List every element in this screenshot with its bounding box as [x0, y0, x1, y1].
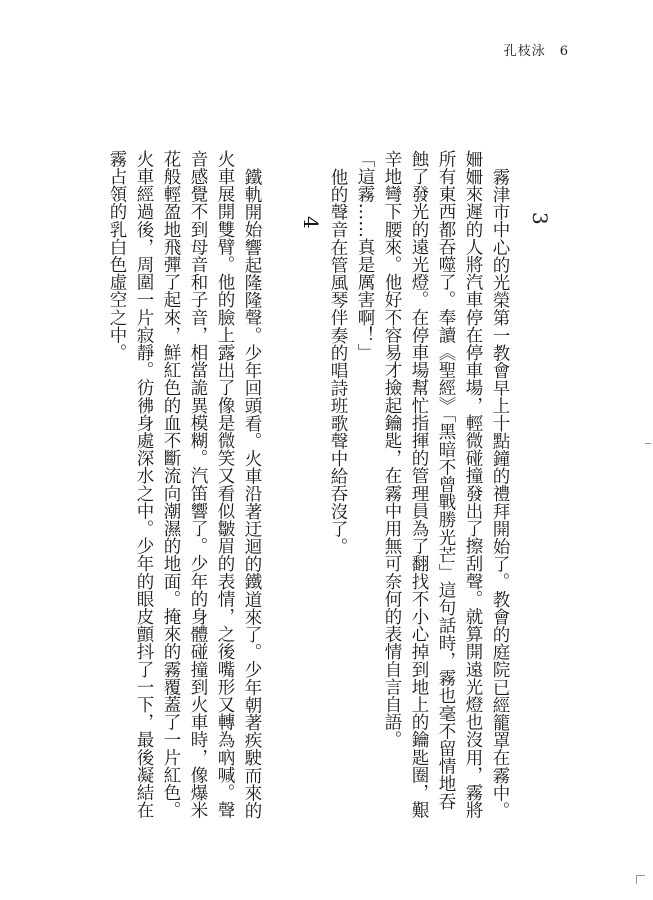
paragraph: 霧津市中心的光榮第一教會早上十點鐘的禮拜開始了。教會的庭院已經籠罩在霧中。姍姍來遲的人將汽車停在停車場，輕微碰撞發出了擦刮聲。就算開遠光燈也沒用，霧將所有東西都吞噬了。奉讀《聖經》「黑暗不曾戰勝光芒」這句話時，霧也毫不留情地吞蝕了發光的遠光燈。在停車場幫忙指揮的管理員為了翻找不小心掉到地上的鑰匙圈，艱辛地彎下腰來。他好不容易才撿起鑰匙，在霧中用無可奈何的表情自言自語。	[382, 150, 510, 819]
paragraph: 他的聲音在管風琴伴奏的唱詩班歌聲中給吞沒了。	[328, 167, 348, 555]
dialogue-line: 「這霧……真是厲害啊！」	[355, 150, 375, 362]
running-header	[504, 40, 569, 59]
crop-mark	[645, 443, 651, 444]
author-name: 孔枝泳	[503, 44, 546, 59]
page-number: 6	[559, 44, 569, 59]
paragraph: 鐵軌開始響起隆隆聲。少年回頭看。火車沿著迂迴的鐵道來了。少年朝著疾駛而來的火車展開雙臂。他的臉上露出了像是微笑又看似皺眉的表情，之後嘴形又轉為吶喊。聲音感覺不到母音和子音，相當詭異模糊。汽笛響了。少年的身體碰撞到火車時，像爆米花般輕盈地飛彈了起來，鮮紅色的血不斷流向潮濕的地面。掩來的霧覆蓋了一片紅色。火車經過後，周圍一片寂靜。彷彿身處深水之中。少年的眼皮顫抖了一下，最後凝結在霧占領的乳白色虛空之中。	[107, 150, 262, 819]
section-number: 4	[299, 216, 323, 229]
section-number: 3	[528, 212, 552, 225]
corner-crop-mark	[636, 875, 645, 884]
page-body	[83, 150, 553, 820]
